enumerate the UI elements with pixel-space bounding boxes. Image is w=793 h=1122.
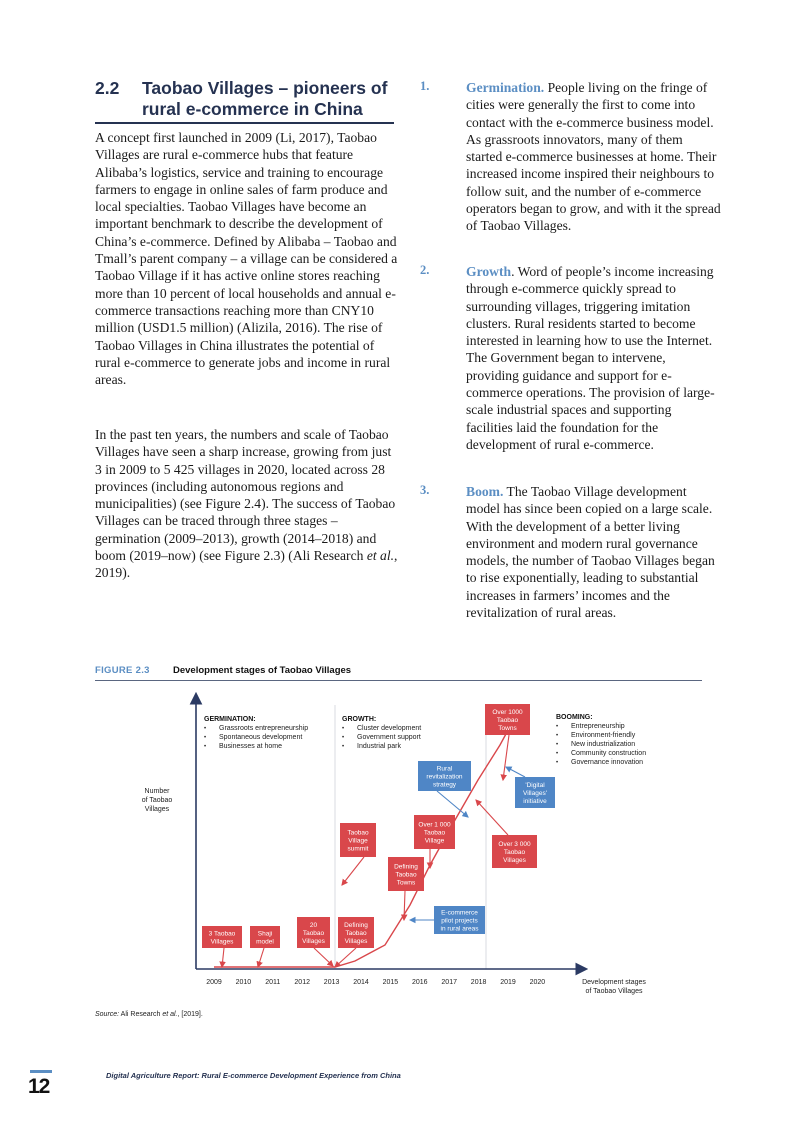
annotation-arrow <box>258 948 264 967</box>
annotation-arrow <box>437 791 468 817</box>
section-number: 2.2 <box>95 78 120 98</box>
bullet-icon: • <box>556 742 559 748</box>
bullet-icon: • <box>204 744 207 750</box>
paragraph-text <box>95 426 400 582</box>
source-label: Source: <box>95 1011 120 1018</box>
heading-divider <box>95 122 394 124</box>
annotation-label: revitalization <box>426 773 463 781</box>
stage-legend-item: Community construction <box>571 750 647 757</box>
stage-name: Growth <box>466 264 512 279</box>
stage-number: 2. <box>420 263 430 277</box>
annotation-label: Shaji <box>257 930 273 938</box>
x-tick-label: 2012 <box>294 979 310 986</box>
stage-legend-item: Government support <box>357 734 421 741</box>
stage-legend-item: Entrepreneurship <box>571 723 625 730</box>
x-tick-label: 2011 <box>265 979 281 986</box>
annotation-label: Over 1000 <box>492 709 523 716</box>
x-tick-label: 2020 <box>529 979 546 986</box>
bullet-icon: • <box>342 735 345 741</box>
paragraph-main: In the past ten years, the numbers and scale of Taobao Villages have seen a sharp increase, growing from just 3 in 2009 to 5 425 villages in 2020, located across 28 provinces (including autonomous regions and municipalities) (see Figure 2.4). The success of Taobao Villages can be traced through three stages – germination (2009–2013), growth (2014–2018) and boom (2019–now) (see Figure 2.3) (Ali Research <box>95 427 396 564</box>
annotation-label: model <box>256 938 274 946</box>
annotation-label: Towns <box>396 879 416 887</box>
annotation-arrow <box>476 800 508 835</box>
annotation-label: Villages <box>210 938 234 946</box>
annotation-label: Village <box>348 837 368 845</box>
annotation-label: Villages <box>344 938 368 945</box>
annotation-arrow <box>404 891 405 920</box>
annotation-arrow <box>314 948 333 966</box>
figure-title: Development stages of Taobao Villages <box>173 665 352 676</box>
annotation-label: Taobao <box>302 930 325 937</box>
source-italic: et al. <box>162 1011 178 1018</box>
source-text: Ali Research <box>119 1011 163 1018</box>
y-axis-label: Number <box>144 788 170 795</box>
annotation-label: Village <box>424 837 445 845</box>
development-stages-chart <box>0 680 793 1010</box>
stage-legend-heading: GROWTH: <box>342 716 377 723</box>
bullet-icon: • <box>204 726 207 732</box>
y-axis-label: Villages <box>144 806 170 813</box>
stage-text <box>466 79 721 235</box>
annotation-label: initiative <box>523 798 547 805</box>
annotation-label: pilot projects <box>441 917 478 925</box>
figure-caption <box>95 665 700 676</box>
annotation-label: 3 Taobao <box>208 930 236 938</box>
bullet-icon: • <box>342 744 345 750</box>
stage-number: 1. <box>420 79 430 93</box>
x-tick-label: 2017 <box>441 979 457 986</box>
stage-legend-item: Spontaneous development <box>219 734 303 741</box>
stage-legend-item: Industrial park <box>357 743 401 750</box>
annotation-label: Defining <box>344 922 368 929</box>
x-axis-label: Development stages <box>582 979 646 986</box>
annotation-label: Taobao <box>347 829 369 837</box>
annotation-label: Villages' <box>523 790 547 797</box>
annotation-label: Taobao <box>345 930 367 937</box>
stage-legend-item: Governance innovation <box>571 759 643 766</box>
annotation-label: Taobao <box>395 871 417 879</box>
annotation-label: E-commerce <box>441 909 478 917</box>
x-axis-label: of Taobao Villages <box>585 988 643 995</box>
annotation-label: strategy <box>432 781 457 789</box>
annotation-arrow <box>503 735 509 780</box>
annotation-label: Taobao <box>423 829 446 837</box>
annotation-label: 20 <box>309 922 318 929</box>
page-number: 12 <box>28 1075 50 1098</box>
annotation-label: Rural <box>436 765 453 773</box>
left-paragraph-2 <box>95 426 400 582</box>
left-paragraph-1 <box>95 129 400 388</box>
stage-number: 3. <box>420 483 430 497</box>
annotation-label: Villages <box>503 857 526 864</box>
bullet-icon: • <box>556 751 559 757</box>
source-note <box>95 1011 203 1018</box>
x-tick-label: 2010 <box>235 979 252 986</box>
stage-name: Boom. <box>466 484 504 499</box>
stage-legend-item: New industrialization <box>571 741 636 748</box>
annotation-label: Towns <box>498 725 517 732</box>
bullet-icon: • <box>342 726 345 732</box>
paragraph-text: A concept first launched in 2009 (Li, 2017), Taobao Villages are rural e-commerce hubs that feature Alibaba’s logistics, service and training to encourage farmers to engage in online sales of farm produce and local specialties. Taobao Villages have become an important benchmark to describe the development of China’s e-commerce. Defined by Alibaba – Taobao and Tmall’s parent company – a village can be considered a Taobao Village if it has active online stores reaching more than 10 percent of local households and annual e-commerce transactions reaching more than CNY10 million (USD1.5 million) (Alizila, 2016). The rise of Taobao Villages in China illustrates the potential of rural e-commerce to generate jobs and income in rural areas. <box>95 130 398 388</box>
annotation-arrow <box>342 857 364 885</box>
figure-label: FIGURE 2.3 <box>95 665 150 676</box>
x-tick-label: 2014 <box>353 979 369 986</box>
stage-description: The Taobao Village development model has since been copied on a large scale. With the development of a better living environment and modern rural governance models, the number of Taobao Villages began to rise exponentially, leading to substantial increases in farmers’ incomes and the revitalization of rural areas. <box>466 484 715 621</box>
annotation-label: Taobao <box>496 717 519 724</box>
annotation-label: Taobao <box>503 849 526 856</box>
bullet-icon: • <box>204 735 207 741</box>
page-number-accent <box>30 1070 52 1073</box>
x-tick-label: 2009 <box>206 979 222 986</box>
annotation-label: Defining <box>394 863 418 871</box>
stage-description: . Word of people’s income increasing through e-commerce quickly spread to surrounding villages, triggering imitation clusters. Rural residents started to become interested in learning how to use the Internet. The Government began to intervene, providing guidance and support for e-commerce operations. The provision of large-scale industrial spaces and supporting facilities laid the foundation for the development of rural e-commerce. <box>466 264 715 452</box>
annotation-label: Villages <box>302 938 325 945</box>
stage-legend-heading: BOOMING: <box>556 714 593 721</box>
source-end: , [2019]. <box>177 1011 203 1018</box>
annotation-label: Over 1 000 <box>418 821 451 829</box>
stage-legend-item: Cluster development <box>357 725 422 732</box>
x-tick-label: 2019 <box>500 979 516 986</box>
stage-legend-item: Environment-friendly <box>571 732 636 739</box>
bullet-icon: • <box>556 760 559 766</box>
x-tick-label: 2016 <box>412 979 428 986</box>
annotation-label: 'Digital <box>525 782 545 789</box>
stage-description: People living on the fringe of cities were generally the first to come into contact with the e-commerce business model. As grassroots innovators, many of them started e-commerce businesses at home. Their increased income inspired their neighbours to follow suit, and the number of e-commerce operators began to grow, and with it the spread of Taobao Villages. <box>466 80 721 234</box>
section-title: Taobao Villages – pioneers of rural e-commerce in China <box>142 78 388 119</box>
x-tick-label: 2015 <box>382 979 399 986</box>
annotation-arrow <box>506 767 525 777</box>
stage-text <box>466 263 721 453</box>
citation-italic: et al. <box>366 548 395 564</box>
stage-legend-heading: GERMINATION: <box>204 716 256 723</box>
bullet-icon: • <box>556 733 559 739</box>
x-tick-label: 2018 <box>470 979 487 986</box>
stage-legend-item: Grassroots entrepreneurship <box>219 725 309 732</box>
footer-report-title: Digital Agriculture Report: Rural E-commerce Development Experience from China <box>106 1071 401 1080</box>
annotation-label: in rural areas <box>440 925 479 933</box>
stage-name: Germination. <box>466 80 545 95</box>
citation-end: , 2019). <box>95 548 398 581</box>
x-tick-label: 2013 <box>323 979 340 986</box>
stage-text <box>466 483 721 621</box>
bullet-icon: • <box>556 724 559 730</box>
annotation-label: Over 3 000 <box>498 841 531 848</box>
stage-legend-item: Businesses at home <box>219 743 283 750</box>
y-axis-label: of Taobao <box>141 797 173 804</box>
annotation-arrow <box>222 948 224 967</box>
annotation-label: summit <box>347 845 369 853</box>
